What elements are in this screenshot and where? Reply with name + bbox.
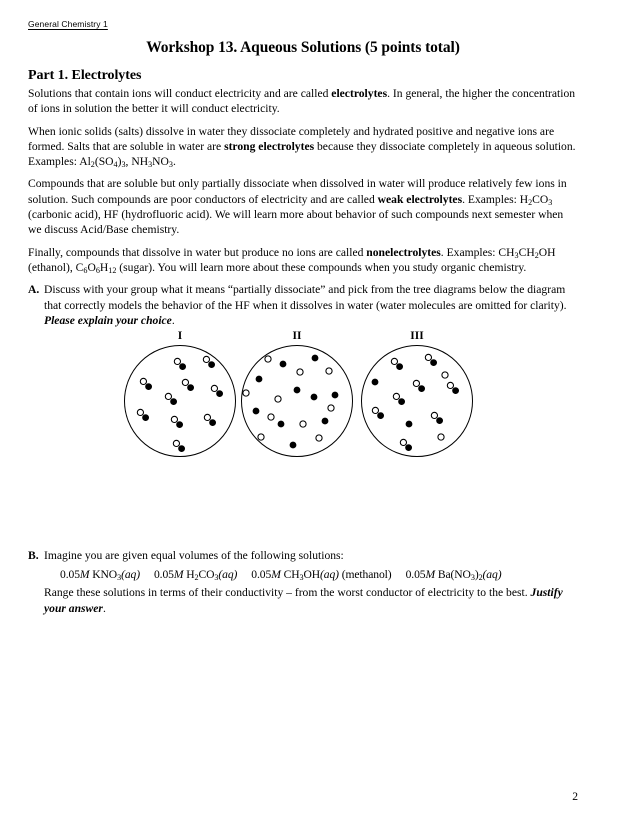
question-b-text [44,548,578,616]
question-b [28,548,578,616]
particle-filled [253,408,259,414]
particle-open [174,359,180,365]
particle-filled [208,362,214,368]
particle-open [442,372,448,378]
particle-filled [209,420,215,426]
particle-filled [170,399,176,405]
particle-filled [179,364,185,370]
solutions-list [44,567,578,582]
particle-open [326,368,332,374]
particle-open [425,355,431,361]
particle-filled [278,421,284,427]
particle-filled [398,399,404,405]
particle-filled [418,386,424,392]
particle-filled [430,360,436,366]
particle-filled [176,422,182,428]
particle-filled [322,418,328,424]
particle-open [393,394,399,400]
particle-open [165,394,171,400]
figure-label-iii: III [410,330,424,343]
question-a-letter: A. [28,283,40,297]
particle-filled [396,364,402,370]
particle-filled [332,392,338,398]
paragraph-electrolytes: Solutions that contain ions will conduct electricity and are called electrolytes. In general, the higher the concentration of ions in solution the better it will conduct electricity. [28,87,576,116]
particle-filled [280,361,286,367]
page-title: Workshop 13. Aqueous Solutions (5 points total) [146,39,460,56]
particle-filled [377,413,383,419]
particle-filled [311,394,317,400]
particle-open [316,435,322,441]
particle-open [300,421,306,427]
particle-open [391,359,397,365]
figure-labels [28,330,578,345]
particle-open [203,357,209,363]
particle-filled [187,385,193,391]
particle-filled [372,379,378,385]
solution-item: 0.05M $CH_3OH(aq)$ (methanol) [251,567,392,582]
particle-filled [178,446,184,452]
solution-item: 0.05M $Ba(NO_3)_2(aq)$ [405,567,502,582]
question-b-intro: Imagine you are given equal volumes of the following solutions: [44,549,344,563]
particle-open [438,434,444,440]
particle-open [204,415,210,421]
particle-filled [216,391,222,397]
particle-open [258,434,264,440]
particle-open [447,383,453,389]
particle-filled [290,442,296,448]
particle-open [372,408,378,414]
figure-spacer [28,482,578,548]
particle-filled [312,355,318,361]
running-head: General Chemistry 1 [28,19,108,29]
particle-layer [28,345,588,475]
question-a [28,282,578,328]
paragraph-weak-electrolytes: Compounds that are soluble but only partially dissociate when dissolved in water will produce relatively few ions in solution. Such compounds are poor conductors of electricity and are called weak electrolytes. Examples: $H_2CO_3$ (carbonic acid), HF (hydrofluoric acid). We will learn more about behavior of such compounds next semester when we discuss Acid/Base chemistry. [28,177,567,237]
particle-open [431,413,437,419]
figure-label-ii: II [292,330,302,343]
section-heading-part1: Part 1. Electrolytes [28,68,142,83]
particle-open [171,417,177,423]
paragraph-nonelectrolytes: Finally, compounds that dissolve in water but produce no ions are called nonelectrolytes. Examples: $CH_3CH_2OH$ (ethanol), $C_6O_6H_{12}$ (sugar). You will learn more about these compounds when you study organic chemistry. [28,245,556,275]
page-number: 2 [572,790,578,803]
particle-open [400,440,406,446]
tree-diagrams-figure [28,330,578,482]
solution-item: 0.05M $KNO_3(aq)$ [60,567,140,582]
particle-filled [405,445,411,451]
particle-open [328,405,334,411]
particle-filled [256,376,262,382]
particle-filled [145,384,151,390]
particle-filled [294,387,300,393]
figure-circles-row [28,345,578,475]
particle-open [265,356,271,362]
solution-item: 0.05M $H_2CO_3(aq)$ [153,567,238,582]
particle-open [137,410,143,416]
particle-open [211,386,217,392]
figure-label-i: I [177,330,183,343]
question-b-letter: B. [28,549,39,563]
question-a-prompt: Discuss with your group what it means “partially dissociate” and pick from the tree diagrams below the diagram that correctly models the behavior of the HF when it dissolves in water (water molecules are omitted for clarity). Please explain your choice. [44,283,567,328]
particle-filled [436,418,442,424]
question-a-text [44,282,578,328]
particle-open [413,381,419,387]
particle-filled [452,388,458,394]
particle-open [268,414,274,420]
particle-filled [142,415,148,421]
particle-open [275,396,281,402]
particle-open [243,390,249,396]
particle-open [297,369,303,375]
particle-open [140,379,146,385]
particle-open [182,380,188,386]
particle-open [173,441,179,447]
paragraph-strong-electrolytes: When ionic solids (salts) dissolve in water they dissociate completely and hydrated positive and negative ions are formed. Salts that are soluble in water are strong electrolytes because they dissociate completely in aqueous solution. Examples: $Al_2(SO_4)_3$, $NH_3NO_3$. [28,124,576,169]
question-b-closing: Range these solutions in terms of their conductivity – from the worst conductor of electricity to the best. Justify your answer. [44,586,563,615]
particle-filled [406,421,412,427]
